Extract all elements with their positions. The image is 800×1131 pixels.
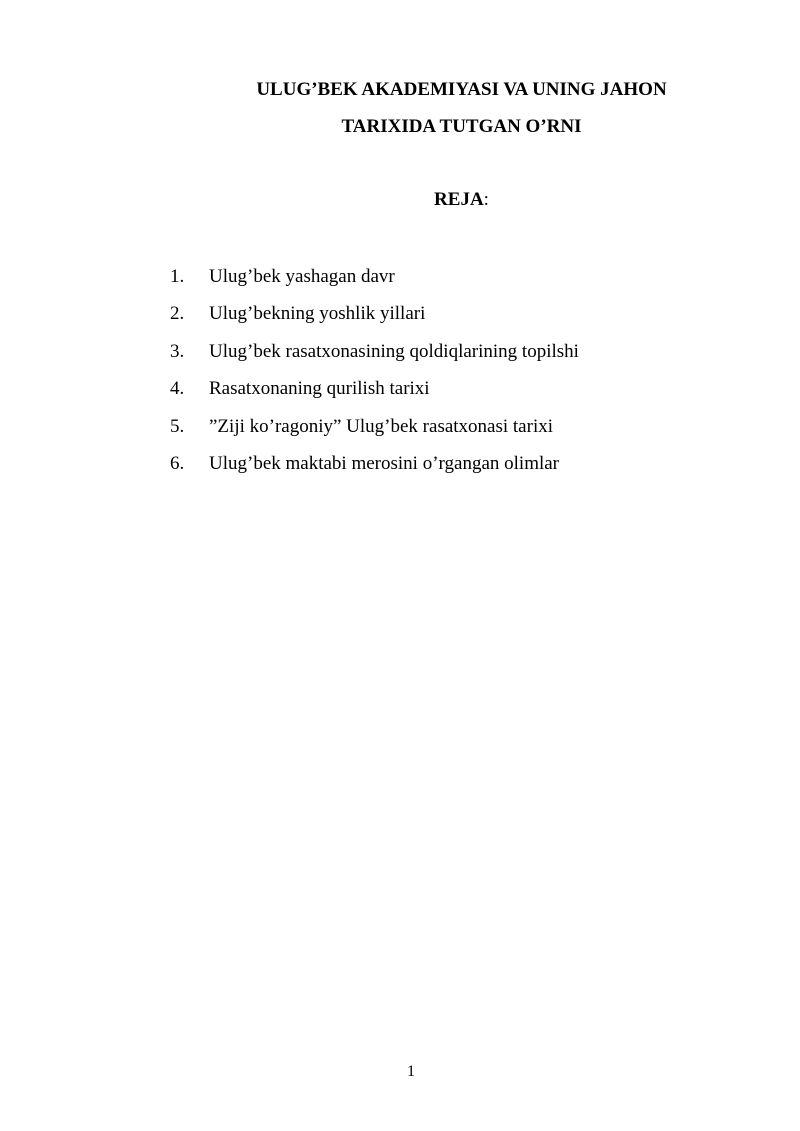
- plan-item-text: Ulug’bek rasatxonasining qoldiqlarining topilshi: [209, 340, 579, 362]
- plan-heading-colon: :: [483, 189, 489, 210]
- plan-item-text: Ulug’bek maktabi merosini o’rgangan olimlar: [209, 453, 560, 475]
- plan-item-text: Ulug’bek yashagan davr: [209, 266, 395, 287]
- plan-item-number: 2.: [170, 303, 185, 325]
- page-number: 1: [407, 1063, 415, 1080]
- plan-item-number: 4.: [170, 378, 185, 400]
- plan-item-number: 3.: [170, 340, 185, 362]
- plan-item-4: [170, 370, 730, 407]
- plan-heading-label: REJA: [434, 189, 484, 210]
- title-line-2: TARIXIDA TUTGAN O’RNI: [341, 116, 582, 137]
- plan-item-text: ”Ziji ko’ragoniy” Ulug’bek rasatxonasi tarixi: [209, 415, 554, 437]
- plan-heading: [213, 185, 710, 215]
- document-title: [213, 71, 710, 145]
- plan-list: [170, 258, 730, 482]
- plan-item-1: [170, 258, 730, 295]
- plan-item-3: [170, 333, 730, 370]
- plan-item-2: [170, 295, 730, 332]
- plan-item-text: Ulug’bekning yoshlik yillari: [209, 303, 426, 325]
- plan-item-6: [170, 445, 730, 482]
- plan-item-5: [170, 408, 730, 445]
- title-line-1: ULUG’BEK AKADEMIYASI VA UNING JAHON: [256, 79, 667, 100]
- plan-item-number: 1.: [170, 266, 185, 287]
- plan-item-text: Rasatxonaning qurilish tarixi: [209, 378, 430, 400]
- plan-item-number: 5.: [170, 415, 185, 437]
- plan-item-number: 6.: [170, 453, 185, 475]
